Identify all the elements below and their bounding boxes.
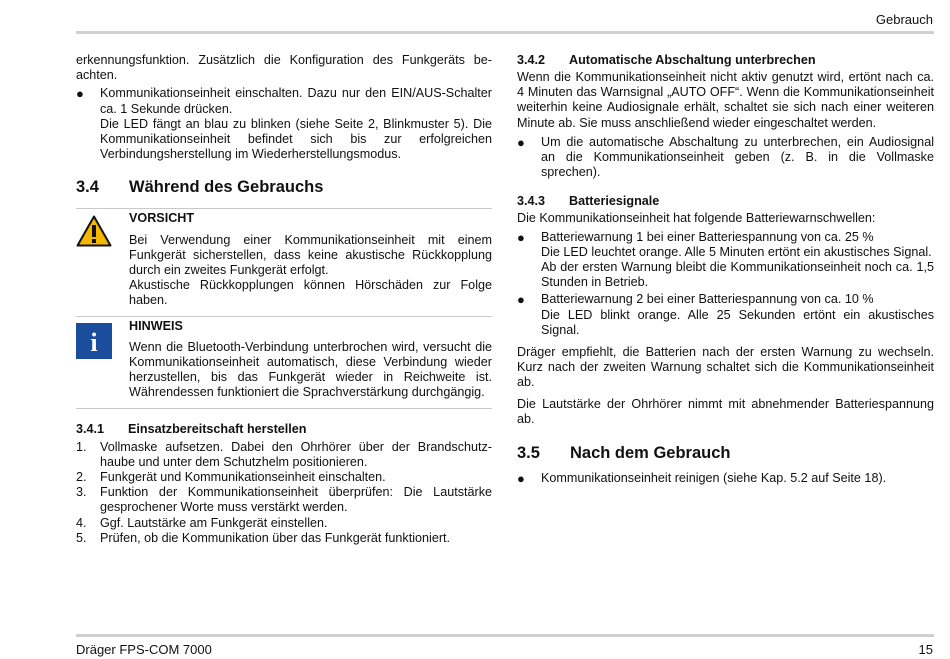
list-item [517,135,934,181]
caution-text: Bei Verwendung einer Kommunikationseinheit mit einem Funkgerät sicherstellen, dass keine akustische Rückkopplung durch ein zweites Funkgerät erfolgt. [129,232,492,278]
step-item [76,485,492,515]
step-number: 3. [76,485,87,500]
step-item [76,440,492,470]
info-icon [76,323,112,363]
bullet-text: Die LED leuchtet orange. Alle 5 Minuten ertönt ein akustisches Signal. [541,244,932,259]
bullet-text: Batteriewarnung 1 bei einer Batteriespannung von ca. 25 % [541,229,874,244]
body-paragraph: Die Kommunikationseinheit hat folgende Batteriewarnschwellen: [517,211,876,226]
bullet-text: Die LED fängt an blau zu blinken (siehe Seite 2, Blinkmuster 5). Die Kommunikationseinheit befindet sich bis zur erfolgreichen Verbindungsherstellung im Wiederherstellungsmodus. [100,116,492,162]
left-column [76,53,492,546]
section-number: 3.4 [76,178,99,197]
step-number: 1. [76,439,87,454]
caution-label: VORSICHT [129,211,195,226]
right-column [517,53,934,486]
bullet-icon: ● [76,86,84,102]
subsection-title: Automatische Abschaltung unterbrechen [569,53,816,67]
steps-list [76,440,492,546]
notice-separator [76,408,492,409]
body-paragraph: Dräger empfiehlt, die Batterien nach der ersten Warnung zu wechseln. Kurz nach der zweiten Warnung schaltet sich die Kommunikationseinheit ab. [517,345,934,390]
subsection-title: Batteriesignale [569,194,660,209]
step-text: Funkgerät und Kommunikationseinheit einschalten. [100,470,386,485]
footer-product: Dräger FPS-COM 7000 [76,642,212,657]
section-heading [76,180,492,204]
step-item [76,470,492,485]
subsection-number: 3.4.2 [517,53,546,67]
step-text: Ggf. Lautstärke am Funkgerät einstellen. [100,515,328,530]
section-title: Nach dem Gebrauch [570,444,731,463]
svg-text:i: i [90,327,98,357]
body-paragraph: Wenn die Kommunikationseinheit nicht aktiv genutzt wird, ertönt nach ca. 4 Minuten das Warnsignal „AUTO OFF“. Wenn die Kommunikationseinheit weiterhin keine Audiosignale erhält, schaltet sie sich nach einer weiteren Minute ab. Sie muss anschließend wieder eingeschaltet werden. [517,70,934,130]
caution-box [76,208,492,311]
subsection-heading [517,194,934,209]
footer-page-number: 15 [918,642,933,657]
bullet-icon: ● [517,292,525,308]
subsection-heading [76,422,492,437]
note-text: Wenn die Bluetooth-Verbindung unterbrochen wird, versucht die Kommunikationseinheit automatisch, diese Verbindung wieder herzustellen, bis das Funkgerät wieder in Reichweite ist. Währendessen funktioniert die Sprachverstärkung durchgängig. [129,339,492,400]
body-paragraph: Die Lautstärke der Ohrhörer nimmt mit abnehmender Batteriespannung ab. [517,396,934,426]
step-text: Funktion der Kommunikationseinheit überprüfen: Die Lautstärke gesprochener Worte muss verstärkt werden. [100,485,492,515]
section-title: Während des Gebrauchs [129,178,324,197]
section-number: 3.5 [517,444,540,463]
header-rule [76,31,934,34]
step-number: 2. [76,470,87,485]
intro-paragraph: erkennungsfunktion. Zusätzlich die Konfiguration des Funkgeräts be-achten. [76,53,492,83]
subsection-title: Einsatzbereitschaft herstellen [128,421,307,436]
footer-rule [76,634,934,637]
list-item [517,292,934,338]
bullet-text: Kommunikationseinheit einschalten. Dazu nur den EIN/AUS-Schalter ca. 1 Sekunde drücken. [100,86,492,116]
bullet-icon: ● [517,134,525,150]
subsection-number: 3.4.3 [517,194,546,209]
caution-text: Akustische Rückkopplungen können Hörschäden zur Folge haben. [129,278,492,308]
note-label: HINWEIS [129,318,183,333]
step-number: 5. [76,530,87,545]
subsection-number: 3.4.1 [76,421,105,436]
subsection-heading [517,53,934,68]
list-item [517,471,934,486]
step-text: Prüfen, ob die Kommunikation über das Funkgerät funktioniert. [100,530,451,545]
step-text: Vollmaske aufsetzen. Dabei den Ohrhörer über der Brandschutz-haube und unter dem Schutzhelm positionieren. [100,439,492,469]
step-item [76,531,492,546]
bullet-text: Batteriewarnung 2 bei einer Batteriespannung von ca. 10 % [541,292,874,307]
bullet-icon: ● [517,471,525,487]
bullet-text: Die LED blinkt orange. Alle 25 Sekunden ertönt ein akustisches Signal. [541,307,934,337]
warning-triangle-icon [76,215,112,251]
bullet-icon: ● [517,229,525,245]
header-section-title: Gebrauch [875,12,933,27]
list-item [76,86,492,162]
section-heading [517,446,934,470]
bullet-text: Ab der ersten Warnung bleibt die Kommunikationseinheit noch ca. 1,5 Stunden in Betrieb. [541,260,934,290]
list-item [517,230,934,291]
bullet-text: Um die automatische Abschaltung zu unterbrechen, ein Audiosignal an die Kommunikationseinheit geben (z. B. in die Vollmaske sprechen). [541,134,934,180]
bullet-text: Kommunikationseinheit reinigen (siehe Kap. 5.2 auf Seite 18). [541,471,887,486]
note-box [76,316,492,404]
step-number: 4. [76,515,87,530]
step-item [76,516,492,531]
